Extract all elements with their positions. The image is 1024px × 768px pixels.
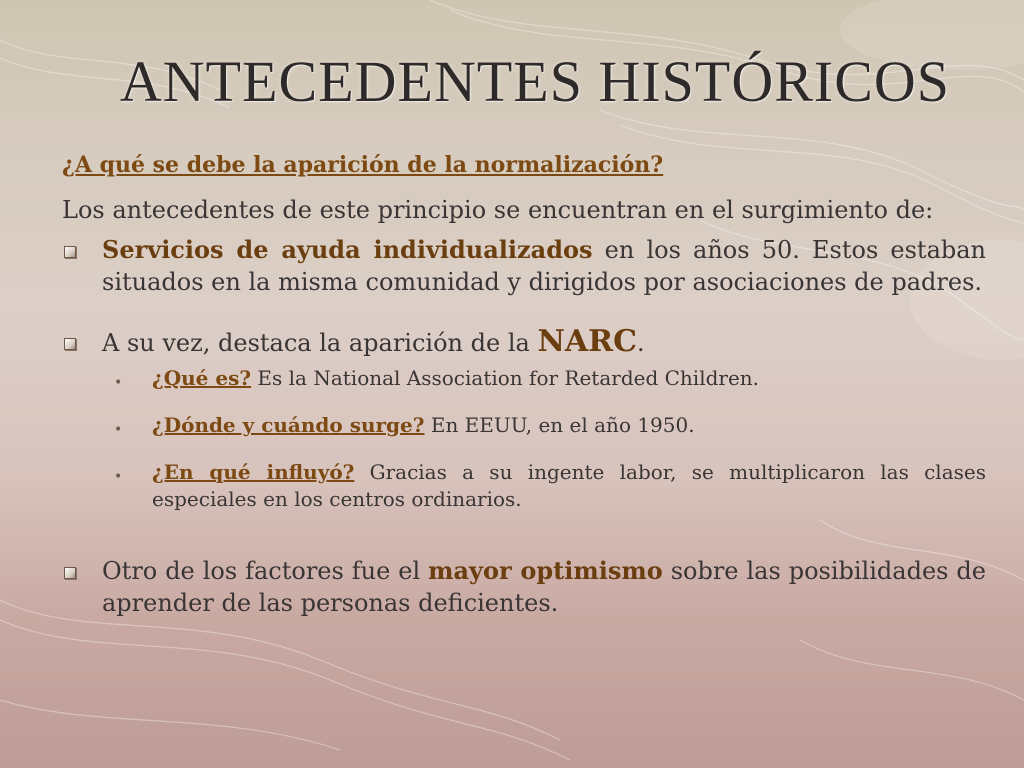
slide-body [62,152,986,619]
subitem-what-question: ¿Qué es? [152,366,252,390]
subitem-where-when-question: ¿Dónde y cuándo surge? [152,413,425,437]
subitem-what-text: Es la National Association for Retarded Children. [251,366,760,390]
bullet-optimism [62,555,986,619]
subitem-influence-text: Gracias a su ingente labor, se multiplicaron las clases especiales en los centros ordinarios. [152,460,986,511]
bullet-services-text: en los años 50. Estos estaban situados en la misma comunidad y dirigidos por asociaciones de padres. [102,236,987,296]
bullet-optimism-bold: mayor optimismo [428,556,663,585]
bullet-narc-text-before: A su vez, destaca la aparición de la [102,329,538,357]
dot-bullet-icon: • [114,422,123,438]
dot-bullet-icon: • [114,375,123,391]
main-question: ¿A qué se debe la aparición de la normalización? [62,152,664,178]
narc-subitems [62,365,986,513]
square-bullet-icon [64,338,76,350]
subitem-influence-question: ¿En qué influyó? [152,460,355,484]
narc-highlight: NARC [537,324,637,359]
intro-text: Los antecedentes de este principio se encuentran en el surgimiento de: [62,196,934,224]
square-bullet-icon [64,567,76,579]
bullet-services-bold: Servicios de ayuda individualizados [102,235,593,264]
bullet-optimism-text-before: Otro de los factores fue el [102,557,429,585]
square-bullet-icon [64,246,76,258]
dot-bullet-icon: • [114,469,123,485]
slide-title: ANTECEDENTES HISTÓRICOS [119,49,951,114]
bullet-narc-text-after: . [636,329,645,357]
subitem-where-when-text: En EEUU, en el año 1950. [424,413,695,437]
subitem-where-when [62,412,986,439]
subitem-influence [62,459,986,513]
subitem-what [62,365,986,392]
bullet-services [62,234,986,298]
bullet-optimism-text-after: sobre las posibilidades de aprender de las personas deficientes. [102,557,986,617]
bullet-narc [62,326,986,359]
